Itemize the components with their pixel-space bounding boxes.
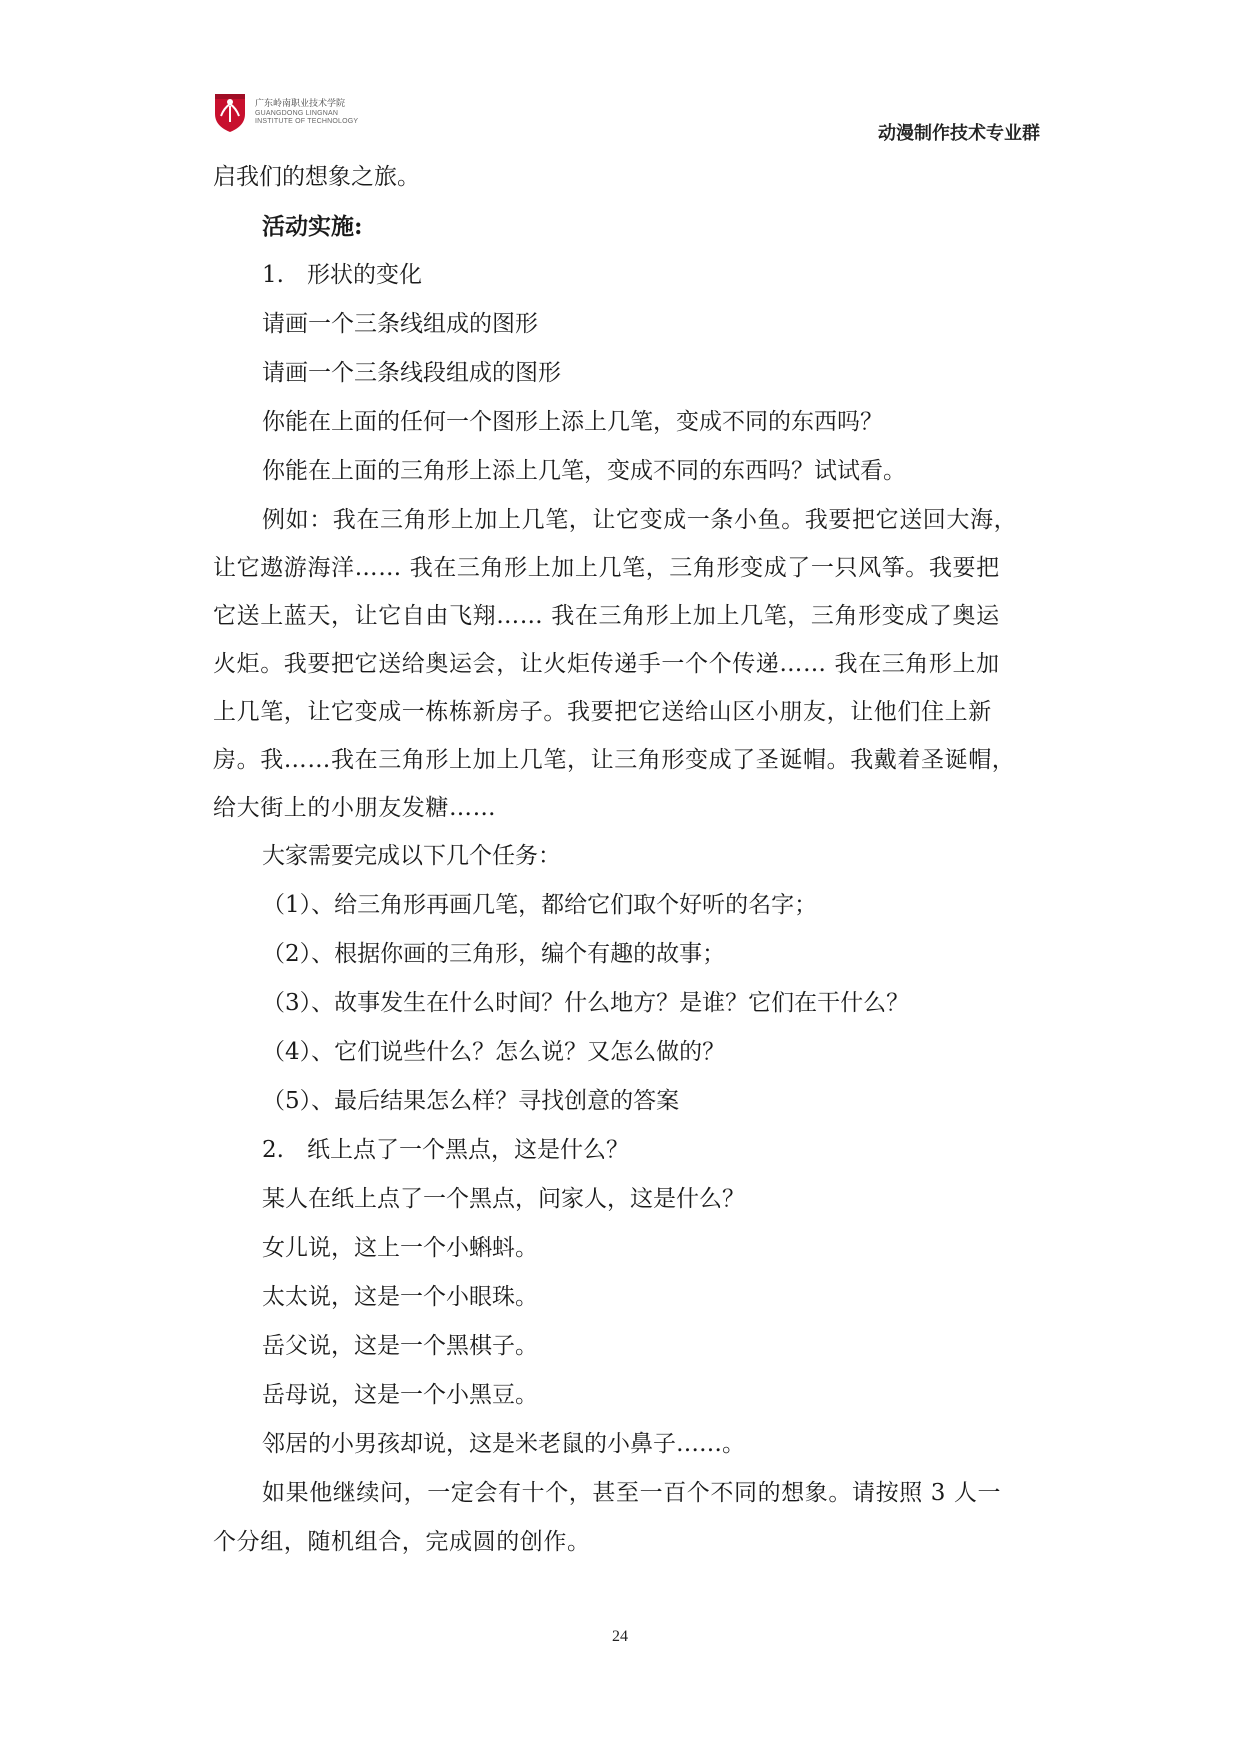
closing-paragraph [213, 1469, 1053, 1567]
section-heading: 活动实施: [262, 213, 363, 240]
intro-continuation: 启我们的想象之旅。 [213, 164, 420, 190]
story-line: 邻居的小男孩却说，这是米老鼠的小鼻子……。 [262, 1431, 745, 1457]
example-line: 火炬。我要把它送给奥运会，让火炬传递手一个个传递…… 我在三角形上加 [213, 651, 1000, 677]
task-item: （5）、最后结果怎么样？寻找创意的答案 [262, 1088, 680, 1114]
story-line: 太太说，这是一个小眼珠。 [262, 1284, 538, 1310]
list-item-1-title: 1. 形状的变化 [262, 262, 422, 288]
list-item-2-title: 2. 纸上点了一个黑点，这是什么？ [262, 1137, 629, 1163]
story-line: 岳父说，这是一个黑棋子。 [262, 1333, 538, 1359]
story-line: 岳母说，这是一个小黑豆。 [262, 1382, 538, 1408]
task-item: （1）、给三角形再画几笔，都给它们取个好听的名字； [262, 892, 818, 918]
task-item: （3）、故事发生在什么时间？什么地方？是谁？它们在干什么？ [262, 990, 910, 1016]
logo-chinese-name: 广东岭南职业技术学院 [255, 99, 346, 110]
story-line: 女儿说，这上一个小蝌蚪。 [262, 1235, 538, 1261]
example-line: 房。我……我在三角形上加上几笔，让三角形变成了圣诞帽。我戴着圣诞帽， [213, 747, 1016, 773]
instruction-line: 请画一个三条线段组成的图形 [262, 360, 561, 386]
logo-english-line-1: GUANGDONG LINGNAN [255, 110, 339, 118]
task-item: （2）、根据你画的三角形，编个有趣的故事； [262, 941, 726, 967]
instruction-line: 你能在上面的任何一个图形上添上几笔，变成不同的东西吗？ [262, 409, 883, 435]
shield-logo-icon [213, 92, 247, 134]
logo-english-line-2: INSTITUTE OF TECHNOLOGY [255, 117, 359, 125]
example-line: 上几笔，让它变成一栋栋新房子。我要把它送给山区小朋友，让他们住上新 [213, 699, 992, 725]
example-line: 它送上蓝天，让它自由飞翔…… 我在三角形上加上几笔，三角形变成了奥运 [213, 603, 1000, 629]
institution-logo [213, 92, 358, 134]
document-body [213, 153, 1053, 1567]
example-line: 让它遨游海洋…… 我在三角形上加上几笔，三角形变成了一只风筝。我要把 [213, 555, 1000, 581]
instruction-line: 请画一个三条线组成的图形 [262, 311, 538, 337]
tasks-intro: 大家需要完成以下几个任务： [262, 843, 561, 869]
example-line: 例如：我在三角形上加上几笔，让它变成一条小鱼。我要把它送回大海， [262, 507, 1018, 533]
task-item: （4）、它们说些什么？怎么说？又怎么做的？ [262, 1039, 726, 1065]
instruction-line: 你能在上面的三角形上添上几笔，变成不同的东西吗？试试看。 [262, 458, 906, 484]
example-paragraph [213, 496, 1053, 832]
logo-wordmark [255, 100, 358, 125]
example-line: 给大街上的小朋友发糖…… [213, 795, 497, 821]
department-title: 动漫制作技术专业群 [878, 123, 1040, 144]
story-line: 某人在纸上点了一个黑点，问家人，这是什么？ [262, 1186, 745, 1212]
closing-line: 个分组，随机组合，完成圆的创作。 [213, 1529, 591, 1555]
closing-line: 如果他继续问，一定会有十个，甚至一百个不同的想象。请按照 3 人一 [262, 1480, 1002, 1506]
page-number: 24 [612, 1628, 628, 1645]
